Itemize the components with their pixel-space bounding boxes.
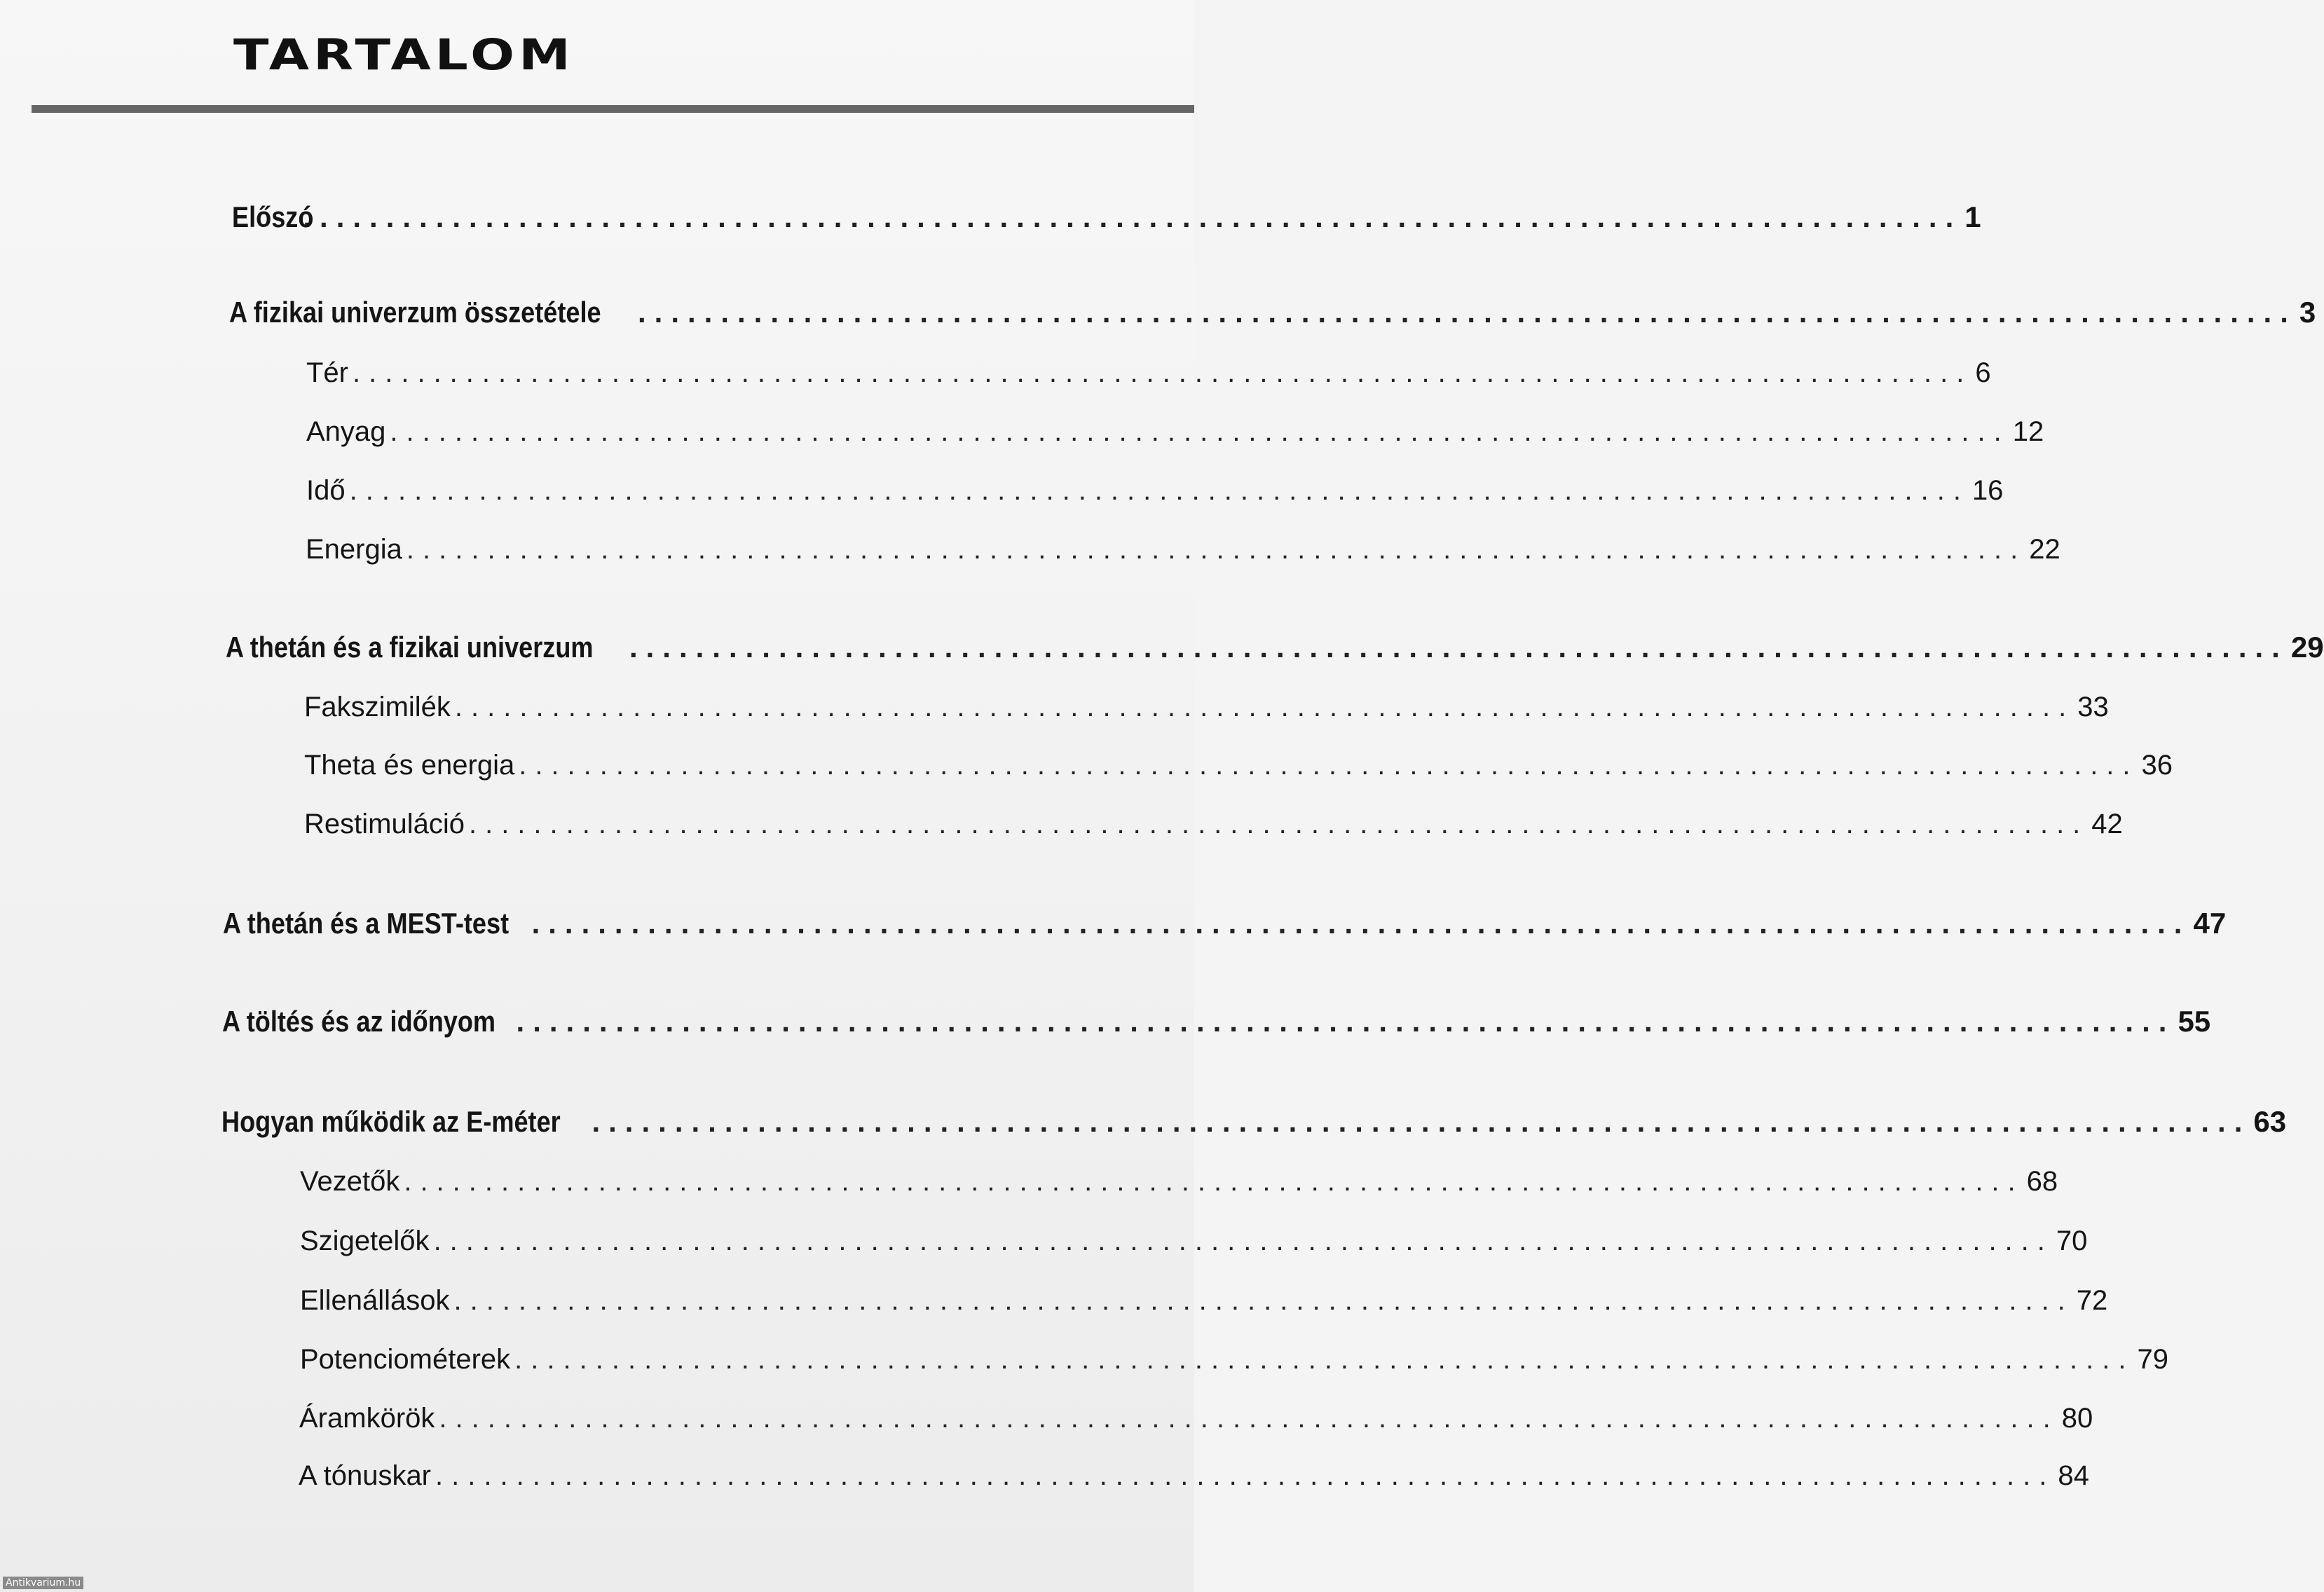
toc-entry-page: 72 <box>2076 1285 2108 1316</box>
toc-entry-label: Ellenállások <box>300 1285 450 1316</box>
dot-leader: .................................................................................................... <box>353 357 1973 388</box>
toc-entry <box>306 471 2004 510</box>
dot-leader: .................................................................................................... <box>629 631 2288 664</box>
toc-entry <box>223 904 2227 943</box>
toc-entry <box>306 412 2044 451</box>
toc-entry-label: Theta és energia <box>304 750 515 781</box>
dot-leader: .................................................................................................... <box>404 1166 2024 1197</box>
toc-entry-page: 1 <box>1964 200 1981 233</box>
dot-leader: .................................................................................................... <box>516 1005 2175 1038</box>
dot-leader: .................................................................................................... <box>433 1226 2053 1256</box>
toc-entry <box>299 1456 2089 1495</box>
toc-entry-page: 29 <box>2290 631 2324 664</box>
toc-entry-page: 79 <box>2137 1344 2168 1375</box>
toc-entry-page: 55 <box>2178 1005 2211 1038</box>
toc-entry <box>299 1399 2093 1438</box>
toc-entry-page: 68 <box>2026 1166 2058 1197</box>
toc-entry-label: A fizikai univerzum összetétele <box>229 296 601 329</box>
toc-entry <box>222 1002 2211 1041</box>
toc-entry-page: 16 <box>1971 475 2004 506</box>
toc-entry-label: Energia <box>306 534 402 565</box>
toc-entry-page: 12 <box>2012 416 2044 447</box>
toc-entry-label: Hogyan működik az E-méter <box>221 1105 561 1138</box>
dot-leader: .................................................................................................... <box>439 1403 2059 1434</box>
dot-leader: .................................................................................................... <box>453 1285 2074 1316</box>
toc-entry-page: 3 <box>2299 296 2316 329</box>
toc-entry-page: 22 <box>2029 534 2060 565</box>
dot-leader: .................................................................................................... <box>637 296 2297 329</box>
dot-leader: .................................................................................................... <box>303 200 1962 233</box>
toc-entry <box>226 628 2324 667</box>
toc-entry-label: A töltés és az időnyom <box>222 1005 496 1038</box>
toc-entry <box>232 198 1981 237</box>
dot-leader: .................................................................................................... <box>435 1460 2056 1491</box>
dot-leader: .................................................................................................... <box>531 907 2191 940</box>
dot-leader: .................................................................................................... <box>390 416 2010 447</box>
toc-entry-page: 84 <box>2058 1460 2089 1491</box>
toc-entry-page: 33 <box>2077 692 2109 722</box>
toc-entry-label: Anyag <box>306 416 386 447</box>
toc-entry-page: 6 <box>1975 357 1991 388</box>
dot-leader: .................................................................................................... <box>519 750 2139 781</box>
toc-entry-label: Áramkörök <box>299 1403 435 1434</box>
dot-leader: .................................................................................................... <box>454 692 2075 722</box>
toc-entry <box>306 530 2060 569</box>
toc-entry <box>306 353 1991 392</box>
toc-entry-page: 47 <box>2193 907 2227 940</box>
toc-entry-label: Fakszimilék <box>304 692 451 722</box>
toc-entry-label: A thetán és a fizikai univerzum <box>226 631 594 664</box>
toc-entry-label: Idő <box>306 475 346 506</box>
toc-entry-label: Szigetelők <box>300 1226 430 1256</box>
toc-entry-page: 42 <box>2091 809 2123 839</box>
toc-entry-label: Tér <box>306 357 348 388</box>
toc-entry <box>229 293 2316 332</box>
page-title: TARTALOM <box>233 30 575 80</box>
toc-entry <box>304 804 2123 844</box>
dot-leader: .................................................................................................... <box>514 1344 2135 1375</box>
dot-leader: .................................................................................................... <box>349 475 1969 506</box>
toc-entry <box>300 1221 2088 1261</box>
toc-entry-label: Előszó <box>232 200 314 233</box>
dot-leader: .................................................................................................... <box>468 809 2089 839</box>
toc-entry <box>304 687 2109 727</box>
dot-leader: .................................................................................................... <box>592 1105 2251 1138</box>
toc-entry-label: A tónuskar <box>299 1460 432 1491</box>
toc-entry <box>300 1281 2108 1320</box>
toc-entry-label: Vezetők <box>300 1166 400 1197</box>
toc-entry <box>221 1102 2287 1141</box>
toc-entry <box>300 1162 2058 1201</box>
watermark: Antikvarium.hu <box>3 1577 83 1589</box>
dot-leader: .................................................................................................... <box>406 534 2027 565</box>
toc-entry-page: 36 <box>2141 750 2173 781</box>
toc-entry <box>300 1340 2168 1379</box>
toc-entry-label: Restimuláció <box>304 809 465 839</box>
toc-entry-label: A thetán és a MEST-test <box>223 907 510 940</box>
toc-entry-page: 80 <box>2061 1403 2093 1434</box>
toc-entry-label: Potenciométerek <box>300 1344 511 1375</box>
toc-entry-page: 70 <box>2056 1226 2088 1256</box>
toc-entry-page: 63 <box>2253 1105 2287 1138</box>
toc-entry <box>304 746 2173 785</box>
